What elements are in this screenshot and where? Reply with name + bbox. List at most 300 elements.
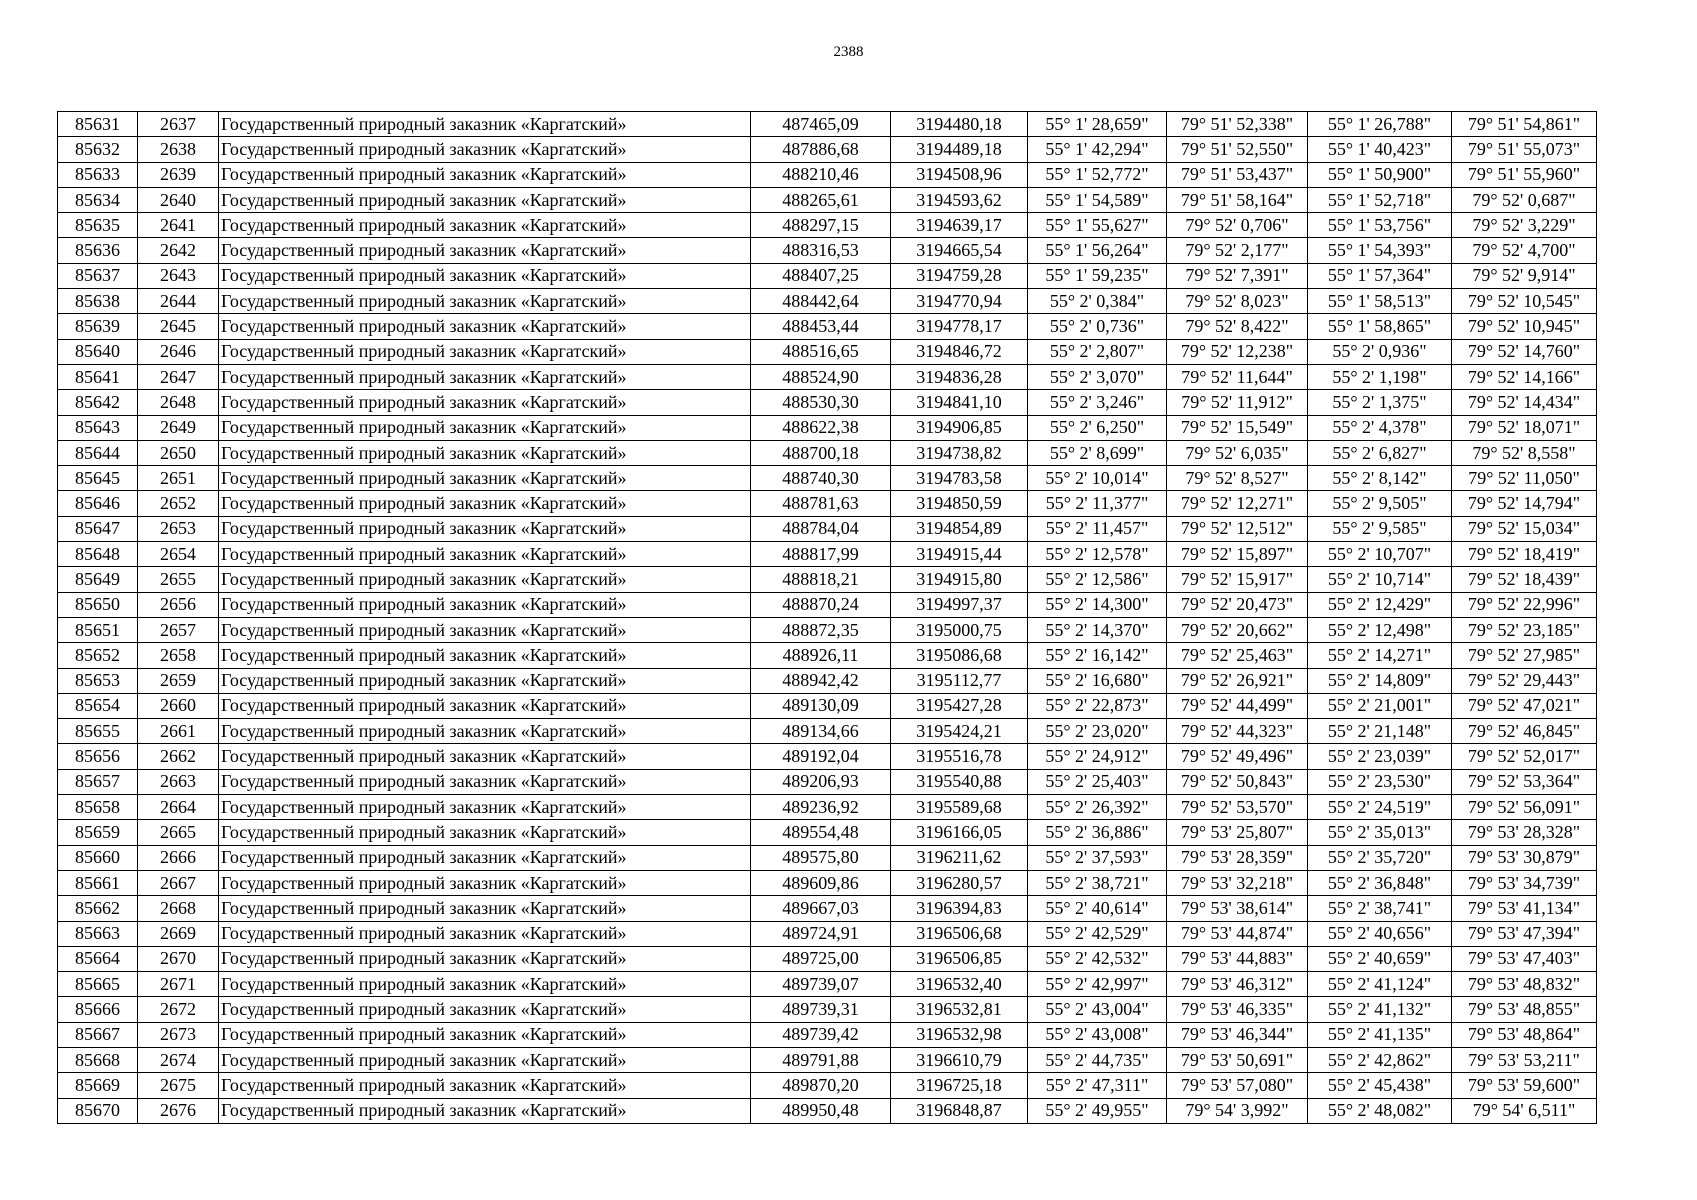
latitude-2-cell: 55° 2' 41,135" — [1308, 1022, 1452, 1047]
latitude-2-cell: 55° 2' 41,132" — [1308, 997, 1452, 1022]
point-number-cell: 2637 — [138, 112, 219, 137]
x-coordinate-cell: 489870,20 — [751, 1073, 891, 1098]
latitude-1-cell: 55° 2' 26,392" — [1028, 795, 1167, 820]
longitude-1-cell: 79° 52' 26,921" — [1167, 668, 1308, 693]
point-number-cell: 2648 — [138, 390, 219, 415]
longitude-1-cell: 79° 52' 2,177" — [1167, 238, 1308, 263]
zone-name-cell: Государственный природный заказник «Каргатский» — [219, 187, 751, 212]
table-row — [58, 668, 1597, 693]
longitude-2-cell: 79° 52' 23,185" — [1452, 617, 1597, 642]
longitude-2-cell: 79° 52' 52,017" — [1452, 744, 1597, 769]
longitude-2-cell: 79° 52' 14,166" — [1452, 364, 1597, 389]
x-coordinate-cell: 488316,53 — [751, 238, 891, 263]
longitude-2-cell: 79° 52' 8,558" — [1452, 440, 1597, 465]
row-number-cell: 85647 — [58, 516, 138, 541]
zone-name-cell: Государственный природный заказник «Каргатский» — [219, 440, 751, 465]
table-row — [58, 870, 1597, 895]
row-number-cell: 85658 — [58, 795, 138, 820]
point-number-cell: 2657 — [138, 617, 219, 642]
longitude-1-cell: 79° 52' 12,512" — [1167, 516, 1308, 541]
longitude-1-cell: 79° 53' 57,080" — [1167, 1073, 1308, 1098]
x-coordinate-cell: 489236,92 — [751, 795, 891, 820]
y-coordinate-cell: 3194854,89 — [891, 516, 1028, 541]
latitude-1-cell: 55° 2' 6,250" — [1028, 415, 1167, 440]
y-coordinate-cell: 3194738,82 — [891, 440, 1028, 465]
zone-name-cell: Государственный природный заказник «Каргатский» — [219, 466, 751, 491]
longitude-2-cell: 79° 51' 55,073" — [1452, 137, 1597, 162]
y-coordinate-cell: 3196532,40 — [891, 972, 1028, 997]
latitude-2-cell: 55° 2' 9,505" — [1308, 491, 1452, 516]
table-row — [58, 592, 1597, 617]
point-number-cell: 2667 — [138, 870, 219, 895]
y-coordinate-cell: 3196848,87 — [891, 1098, 1028, 1123]
row-number-cell: 85651 — [58, 617, 138, 642]
latitude-1-cell: 55° 2' 23,020" — [1028, 719, 1167, 744]
longitude-1-cell: 79° 52' 15,897" — [1167, 542, 1308, 567]
table-row — [58, 795, 1597, 820]
point-number-cell: 2663 — [138, 769, 219, 794]
x-coordinate-cell: 487886,68 — [751, 137, 891, 162]
page-number: 2388 — [833, 44, 864, 60]
longitude-1-cell: 79° 52' 8,527" — [1167, 466, 1308, 491]
y-coordinate-cell: 3194593,62 — [891, 187, 1028, 212]
longitude-2-cell: 79° 51' 55,960" — [1452, 162, 1597, 187]
latitude-2-cell: 55° 2' 14,809" — [1308, 668, 1452, 693]
longitude-2-cell: 79° 53' 34,739" — [1452, 870, 1597, 895]
longitude-1-cell: 79° 53' 28,359" — [1167, 845, 1308, 870]
latitude-1-cell: 55° 2' 38,721" — [1028, 870, 1167, 895]
y-coordinate-cell: 3194783,58 — [891, 466, 1028, 491]
zone-name-cell: Государственный природный заказник «Каргатский» — [219, 1022, 751, 1047]
point-number-cell: 2653 — [138, 516, 219, 541]
y-coordinate-cell: 3195000,75 — [891, 617, 1028, 642]
point-number-cell: 2643 — [138, 263, 219, 288]
longitude-2-cell: 79° 52' 53,364" — [1452, 769, 1597, 794]
point-number-cell: 2661 — [138, 719, 219, 744]
zone-name-cell: Государственный природный заказник «Каргатский» — [219, 112, 751, 137]
x-coordinate-cell: 488524,90 — [751, 364, 891, 389]
table-row — [58, 1047, 1597, 1072]
x-coordinate-cell: 489134,66 — [751, 719, 891, 744]
x-coordinate-cell: 489554,48 — [751, 820, 891, 845]
y-coordinate-cell: 3194841,10 — [891, 390, 1028, 415]
latitude-1-cell: 55° 1' 42,294" — [1028, 137, 1167, 162]
latitude-2-cell: 55° 1' 26,788" — [1308, 112, 1452, 137]
latitude-2-cell: 55° 2' 38,741" — [1308, 896, 1452, 921]
longitude-2-cell: 79° 51' 54,861" — [1452, 112, 1597, 137]
latitude-1-cell: 55° 2' 47,311" — [1028, 1073, 1167, 1098]
table-row — [58, 769, 1597, 794]
longitude-1-cell: 79° 52' 53,570" — [1167, 795, 1308, 820]
point-number-cell: 2664 — [138, 795, 219, 820]
row-number-cell: 85668 — [58, 1047, 138, 1072]
x-coordinate-cell: 489575,80 — [751, 845, 891, 870]
longitude-2-cell: 79° 52' 15,034" — [1452, 516, 1597, 541]
longitude-1-cell: 79° 52' 8,023" — [1167, 289, 1308, 314]
x-coordinate-cell: 488926,11 — [751, 643, 891, 668]
latitude-1-cell: 55° 2' 36,886" — [1028, 820, 1167, 845]
latitude-2-cell: 55° 2' 6,827" — [1308, 440, 1452, 465]
latitude-1-cell: 55° 1' 54,589" — [1028, 187, 1167, 212]
latitude-2-cell: 55° 1' 40,423" — [1308, 137, 1452, 162]
latitude-1-cell: 55° 2' 3,246" — [1028, 390, 1167, 415]
x-coordinate-cell: 488740,30 — [751, 466, 891, 491]
y-coordinate-cell: 3194480,18 — [891, 112, 1028, 137]
latitude-2-cell: 55° 2' 42,862" — [1308, 1047, 1452, 1072]
point-number-cell: 2662 — [138, 744, 219, 769]
longitude-1-cell: 79° 51' 53,437" — [1167, 162, 1308, 187]
x-coordinate-cell: 489950,48 — [751, 1098, 891, 1123]
x-coordinate-cell: 489791,88 — [751, 1047, 891, 1072]
longitude-2-cell: 79° 52' 14,434" — [1452, 390, 1597, 415]
longitude-2-cell: 79° 52' 0,687" — [1452, 187, 1597, 212]
x-coordinate-cell: 488700,18 — [751, 440, 891, 465]
y-coordinate-cell: 3195427,28 — [891, 693, 1028, 718]
row-number-cell: 85645 — [58, 466, 138, 491]
zone-name-cell: Государственный природный заказник «Каргатский» — [219, 870, 751, 895]
zone-name-cell: Государственный природный заказник «Каргатский» — [219, 263, 751, 288]
point-number-cell: 2655 — [138, 567, 219, 592]
x-coordinate-cell: 489739,31 — [751, 997, 891, 1022]
point-number-cell: 2645 — [138, 314, 219, 339]
table-row — [58, 238, 1597, 263]
point-number-cell: 2671 — [138, 972, 219, 997]
row-number-cell: 85634 — [58, 187, 138, 212]
latitude-1-cell: 55° 2' 22,873" — [1028, 693, 1167, 718]
latitude-2-cell: 55° 2' 35,013" — [1308, 820, 1452, 845]
table-row — [58, 213, 1597, 238]
longitude-2-cell: 79° 52' 18,439" — [1452, 567, 1597, 592]
table-row — [58, 896, 1597, 921]
latitude-1-cell: 55° 1' 56,264" — [1028, 238, 1167, 263]
latitude-2-cell: 55° 2' 1,198" — [1308, 364, 1452, 389]
longitude-1-cell: 79° 53' 38,614" — [1167, 896, 1308, 921]
table-row — [58, 567, 1597, 592]
zone-name-cell: Государственный природный заказник «Каргатский» — [219, 1073, 751, 1098]
zone-name-cell: Государственный природный заказник «Каргатский» — [219, 289, 751, 314]
longitude-2-cell: 79° 53' 47,394" — [1452, 921, 1597, 946]
zone-name-cell: Государственный природный заказник «Каргатский» — [219, 617, 751, 642]
point-number-cell: 2669 — [138, 921, 219, 946]
latitude-2-cell: 55° 1' 53,756" — [1308, 213, 1452, 238]
zone-name-cell: Государственный природный заказник «Каргатский» — [219, 997, 751, 1022]
y-coordinate-cell: 3196506,68 — [891, 921, 1028, 946]
longitude-1-cell: 79° 52' 11,644" — [1167, 364, 1308, 389]
latitude-1-cell: 55° 2' 25,403" — [1028, 769, 1167, 794]
row-number-cell: 85655 — [58, 719, 138, 744]
y-coordinate-cell: 3196211,62 — [891, 845, 1028, 870]
row-number-cell: 85637 — [58, 263, 138, 288]
longitude-1-cell: 79° 52' 44,323" — [1167, 719, 1308, 744]
y-coordinate-cell: 3194665,54 — [891, 238, 1028, 263]
table-row — [58, 643, 1597, 668]
x-coordinate-cell: 489724,91 — [751, 921, 891, 946]
y-coordinate-cell: 3195540,88 — [891, 769, 1028, 794]
latitude-1-cell: 55° 2' 14,370" — [1028, 617, 1167, 642]
latitude-2-cell: 55° 1' 58,865" — [1308, 314, 1452, 339]
row-number-cell: 85654 — [58, 693, 138, 718]
x-coordinate-cell: 488516,65 — [751, 339, 891, 364]
table-row — [58, 1073, 1597, 1098]
longitude-1-cell: 79° 53' 32,218" — [1167, 870, 1308, 895]
table-row — [58, 491, 1597, 516]
zone-name-cell: Государственный природный заказник «Каргатский» — [219, 339, 751, 364]
row-number-cell: 85641 — [58, 364, 138, 389]
longitude-1-cell: 79° 51' 58,164" — [1167, 187, 1308, 212]
longitude-1-cell: 79° 51' 52,338" — [1167, 112, 1308, 137]
zone-name-cell: Государственный природный заказник «Каргатский» — [219, 719, 751, 744]
longitude-2-cell: 79° 53' 59,600" — [1452, 1073, 1597, 1098]
row-number-cell: 85662 — [58, 896, 138, 921]
point-number-cell: 2646 — [138, 339, 219, 364]
y-coordinate-cell: 3195516,78 — [891, 744, 1028, 769]
latitude-1-cell: 55° 2' 11,377" — [1028, 491, 1167, 516]
y-coordinate-cell: 3194915,44 — [891, 542, 1028, 567]
latitude-2-cell: 55° 2' 10,707" — [1308, 542, 1452, 567]
y-coordinate-cell: 3196610,79 — [891, 1047, 1028, 1072]
y-coordinate-cell: 3196394,83 — [891, 896, 1028, 921]
point-number-cell: 2640 — [138, 187, 219, 212]
zone-name-cell: Государственный природный заказник «Каргатский» — [219, 567, 751, 592]
longitude-2-cell: 79° 52' 56,091" — [1452, 795, 1597, 820]
y-coordinate-cell: 3194915,80 — [891, 567, 1028, 592]
table-row — [58, 162, 1597, 187]
latitude-1-cell: 55° 2' 43,004" — [1028, 997, 1167, 1022]
longitude-1-cell: 79° 53' 46,344" — [1167, 1022, 1308, 1047]
longitude-1-cell: 79° 52' 20,662" — [1167, 617, 1308, 642]
y-coordinate-cell: 3196506,85 — [891, 946, 1028, 971]
longitude-2-cell: 79° 52' 29,443" — [1452, 668, 1597, 693]
latitude-1-cell: 55° 2' 16,142" — [1028, 643, 1167, 668]
zone-name-cell: Государственный природный заказник «Каргатский» — [219, 820, 751, 845]
zone-name-cell: Государственный природный заказник «Каргатский» — [219, 415, 751, 440]
longitude-2-cell: 79° 53' 47,403" — [1452, 946, 1597, 971]
table-row — [58, 112, 1597, 137]
point-number-cell: 2652 — [138, 491, 219, 516]
latitude-2-cell: 55° 2' 24,519" — [1308, 795, 1452, 820]
row-number-cell: 85632 — [58, 137, 138, 162]
row-number-cell: 85649 — [58, 567, 138, 592]
point-number-cell: 2673 — [138, 1022, 219, 1047]
table-row — [58, 314, 1597, 339]
point-number-cell: 2676 — [138, 1098, 219, 1123]
latitude-1-cell: 55° 1' 55,627" — [1028, 213, 1167, 238]
x-coordinate-cell: 489192,04 — [751, 744, 891, 769]
longitude-2-cell: 79° 52' 27,985" — [1452, 643, 1597, 668]
longitude-2-cell: 79° 52' 18,419" — [1452, 542, 1597, 567]
latitude-1-cell: 55° 1' 59,235" — [1028, 263, 1167, 288]
x-coordinate-cell: 489609,86 — [751, 870, 891, 895]
longitude-1-cell: 79° 52' 0,706" — [1167, 213, 1308, 238]
longitude-1-cell: 79° 52' 25,463" — [1167, 643, 1308, 668]
longitude-2-cell: 79° 53' 41,134" — [1452, 896, 1597, 921]
y-coordinate-cell: 3196532,98 — [891, 1022, 1028, 1047]
point-number-cell: 2638 — [138, 137, 219, 162]
latitude-2-cell: 55° 2' 21,001" — [1308, 693, 1452, 718]
latitude-1-cell: 55° 2' 0,736" — [1028, 314, 1167, 339]
longitude-2-cell: 79° 54' 6,511" — [1452, 1098, 1597, 1123]
x-coordinate-cell: 488297,15 — [751, 213, 891, 238]
x-coordinate-cell: 488530,30 — [751, 390, 891, 415]
zone-name-cell: Государственный природный заказник «Каргатский» — [219, 213, 751, 238]
point-number-cell: 2658 — [138, 643, 219, 668]
row-number-cell: 85638 — [58, 289, 138, 314]
row-number-cell: 85663 — [58, 921, 138, 946]
latitude-1-cell: 55° 2' 8,699" — [1028, 440, 1167, 465]
y-coordinate-cell: 3194759,28 — [891, 263, 1028, 288]
longitude-1-cell: 79° 52' 12,271" — [1167, 491, 1308, 516]
point-number-cell: 2656 — [138, 592, 219, 617]
latitude-1-cell: 55° 2' 49,955" — [1028, 1098, 1167, 1123]
longitude-2-cell: 79° 52' 3,229" — [1452, 213, 1597, 238]
x-coordinate-cell: 488265,61 — [751, 187, 891, 212]
zone-name-cell: Государственный природный заказник «Каргатский» — [219, 238, 751, 263]
table-row — [58, 972, 1597, 997]
longitude-2-cell: 79° 52' 46,845" — [1452, 719, 1597, 744]
longitude-1-cell: 79° 52' 44,499" — [1167, 693, 1308, 718]
x-coordinate-cell: 488453,44 — [751, 314, 891, 339]
row-number-cell: 85666 — [58, 997, 138, 1022]
row-number-cell: 85657 — [58, 769, 138, 794]
x-coordinate-cell: 489667,03 — [751, 896, 891, 921]
latitude-2-cell: 55° 2' 12,429" — [1308, 592, 1452, 617]
row-number-cell: 85652 — [58, 643, 138, 668]
latitude-2-cell: 55° 1' 58,513" — [1308, 289, 1452, 314]
y-coordinate-cell: 3196532,81 — [891, 997, 1028, 1022]
latitude-2-cell: 55° 2' 21,148" — [1308, 719, 1452, 744]
longitude-2-cell: 79° 53' 30,879" — [1452, 845, 1597, 870]
row-number-cell: 85635 — [58, 213, 138, 238]
coordinates-table — [57, 111, 1597, 1124]
latitude-2-cell: 55° 2' 41,124" — [1308, 972, 1452, 997]
table-row — [58, 440, 1597, 465]
zone-name-cell: Государственный природный заказник «Каргатский» — [219, 137, 751, 162]
row-number-cell: 85660 — [58, 845, 138, 870]
latitude-1-cell: 55° 2' 12,586" — [1028, 567, 1167, 592]
longitude-1-cell: 79° 53' 44,874" — [1167, 921, 1308, 946]
latitude-1-cell: 55° 2' 14,300" — [1028, 592, 1167, 617]
row-number-cell: 85656 — [58, 744, 138, 769]
zone-name-cell: Государственный природный заказник «Каргатский» — [219, 314, 751, 339]
latitude-2-cell: 55° 2' 4,378" — [1308, 415, 1452, 440]
zone-name-cell: Государственный природный заказник «Каргатский» — [219, 643, 751, 668]
row-number-cell: 85640 — [58, 339, 138, 364]
latitude-1-cell: 55° 2' 44,735" — [1028, 1047, 1167, 1072]
zone-name-cell: Государственный природный заказник «Каргатский» — [219, 744, 751, 769]
zone-name-cell: Государственный природный заказник «Каргатский» — [219, 491, 751, 516]
row-number-cell: 85659 — [58, 820, 138, 845]
point-number-cell: 2639 — [138, 162, 219, 187]
latitude-1-cell: 55° 2' 10,014" — [1028, 466, 1167, 491]
point-number-cell: 2674 — [138, 1047, 219, 1072]
latitude-1-cell: 55° 2' 11,457" — [1028, 516, 1167, 541]
point-number-cell: 2660 — [138, 693, 219, 718]
point-number-cell: 2665 — [138, 820, 219, 845]
latitude-1-cell: 55° 2' 42,532" — [1028, 946, 1167, 971]
latitude-2-cell: 55° 2' 40,659" — [1308, 946, 1452, 971]
table-row — [58, 415, 1597, 440]
latitude-2-cell: 55° 2' 9,585" — [1308, 516, 1452, 541]
longitude-1-cell: 79° 52' 49,496" — [1167, 744, 1308, 769]
latitude-1-cell: 55° 2' 2,807" — [1028, 339, 1167, 364]
table-row — [58, 137, 1597, 162]
latitude-1-cell: 55° 2' 0,384" — [1028, 289, 1167, 314]
latitude-2-cell: 55° 1' 50,900" — [1308, 162, 1452, 187]
longitude-1-cell: 79° 52' 11,912" — [1167, 390, 1308, 415]
table-row — [58, 693, 1597, 718]
x-coordinate-cell: 488781,63 — [751, 491, 891, 516]
y-coordinate-cell: 3194997,37 — [891, 592, 1028, 617]
longitude-1-cell: 79° 53' 46,312" — [1167, 972, 1308, 997]
zone-name-cell: Государственный природный заказник «Каргатский» — [219, 845, 751, 870]
table-row — [58, 289, 1597, 314]
table-row — [58, 339, 1597, 364]
table-row — [58, 542, 1597, 567]
latitude-2-cell: 55° 2' 10,714" — [1308, 567, 1452, 592]
longitude-2-cell: 79° 53' 48,864" — [1452, 1022, 1597, 1047]
latitude-2-cell: 55° 1' 54,393" — [1308, 238, 1452, 263]
latitude-1-cell: 55° 1' 52,772" — [1028, 162, 1167, 187]
longitude-2-cell: 79° 52' 22,996" — [1452, 592, 1597, 617]
zone-name-cell: Государственный природный заказник «Каргатский» — [219, 693, 751, 718]
longitude-1-cell: 79° 53' 44,883" — [1167, 946, 1308, 971]
table-row — [58, 719, 1597, 744]
longitude-1-cell: 79° 52' 15,549" — [1167, 415, 1308, 440]
longitude-1-cell: 79° 53' 50,691" — [1167, 1047, 1308, 1072]
point-number-cell: 2644 — [138, 289, 219, 314]
zone-name-cell: Государственный природный заказник «Каргатский» — [219, 390, 751, 415]
row-number-cell: 85631 — [58, 112, 138, 137]
table-row — [58, 466, 1597, 491]
y-coordinate-cell: 3194770,94 — [891, 289, 1028, 314]
y-coordinate-cell: 3194489,18 — [891, 137, 1028, 162]
longitude-2-cell: 79° 53' 48,855" — [1452, 997, 1597, 1022]
row-number-cell: 85669 — [58, 1073, 138, 1098]
zone-name-cell: Государственный природный заказник «Каргатский» — [219, 592, 751, 617]
latitude-1-cell: 55° 2' 42,529" — [1028, 921, 1167, 946]
longitude-1-cell: 79° 53' 25,807" — [1167, 820, 1308, 845]
latitude-2-cell: 55° 2' 1,375" — [1308, 390, 1452, 415]
latitude-2-cell: 55° 1' 52,718" — [1308, 187, 1452, 212]
zone-name-cell: Государственный природный заказник «Каргатский» — [219, 921, 751, 946]
point-number-cell: 2654 — [138, 542, 219, 567]
y-coordinate-cell: 3195424,21 — [891, 719, 1028, 744]
y-coordinate-cell: 3195086,68 — [891, 643, 1028, 668]
y-coordinate-cell: 3194846,72 — [891, 339, 1028, 364]
point-number-cell: 2675 — [138, 1073, 219, 1098]
longitude-2-cell: 79° 52' 9,914" — [1452, 263, 1597, 288]
zone-name-cell: Государственный природный заказник «Каргатский» — [219, 516, 751, 541]
row-number-cell: 85661 — [58, 870, 138, 895]
latitude-2-cell: 55° 2' 23,530" — [1308, 769, 1452, 794]
zone-name-cell: Государственный природный заказник «Каргатский» — [219, 769, 751, 794]
latitude-1-cell: 55° 2' 3,070" — [1028, 364, 1167, 389]
longitude-2-cell: 79° 52' 11,050" — [1452, 466, 1597, 491]
latitude-2-cell: 55° 2' 0,936" — [1308, 339, 1452, 364]
zone-name-cell: Государственный природный заказник «Каргатский» — [219, 1098, 751, 1123]
latitude-2-cell: 55° 2' 40,656" — [1308, 921, 1452, 946]
longitude-1-cell: 79° 52' 15,917" — [1167, 567, 1308, 592]
row-number-cell: 85633 — [58, 162, 138, 187]
point-number-cell: 2651 — [138, 466, 219, 491]
latitude-1-cell: 55° 1' 28,659" — [1028, 112, 1167, 137]
zone-name-cell: Государственный природный заказник «Каргатский» — [219, 162, 751, 187]
zone-name-cell: Государственный природный заказник «Каргатский» — [219, 896, 751, 921]
longitude-1-cell: 79° 51' 52,550" — [1167, 137, 1308, 162]
row-number-cell: 85644 — [58, 440, 138, 465]
x-coordinate-cell: 488817,99 — [751, 542, 891, 567]
table-row — [58, 364, 1597, 389]
